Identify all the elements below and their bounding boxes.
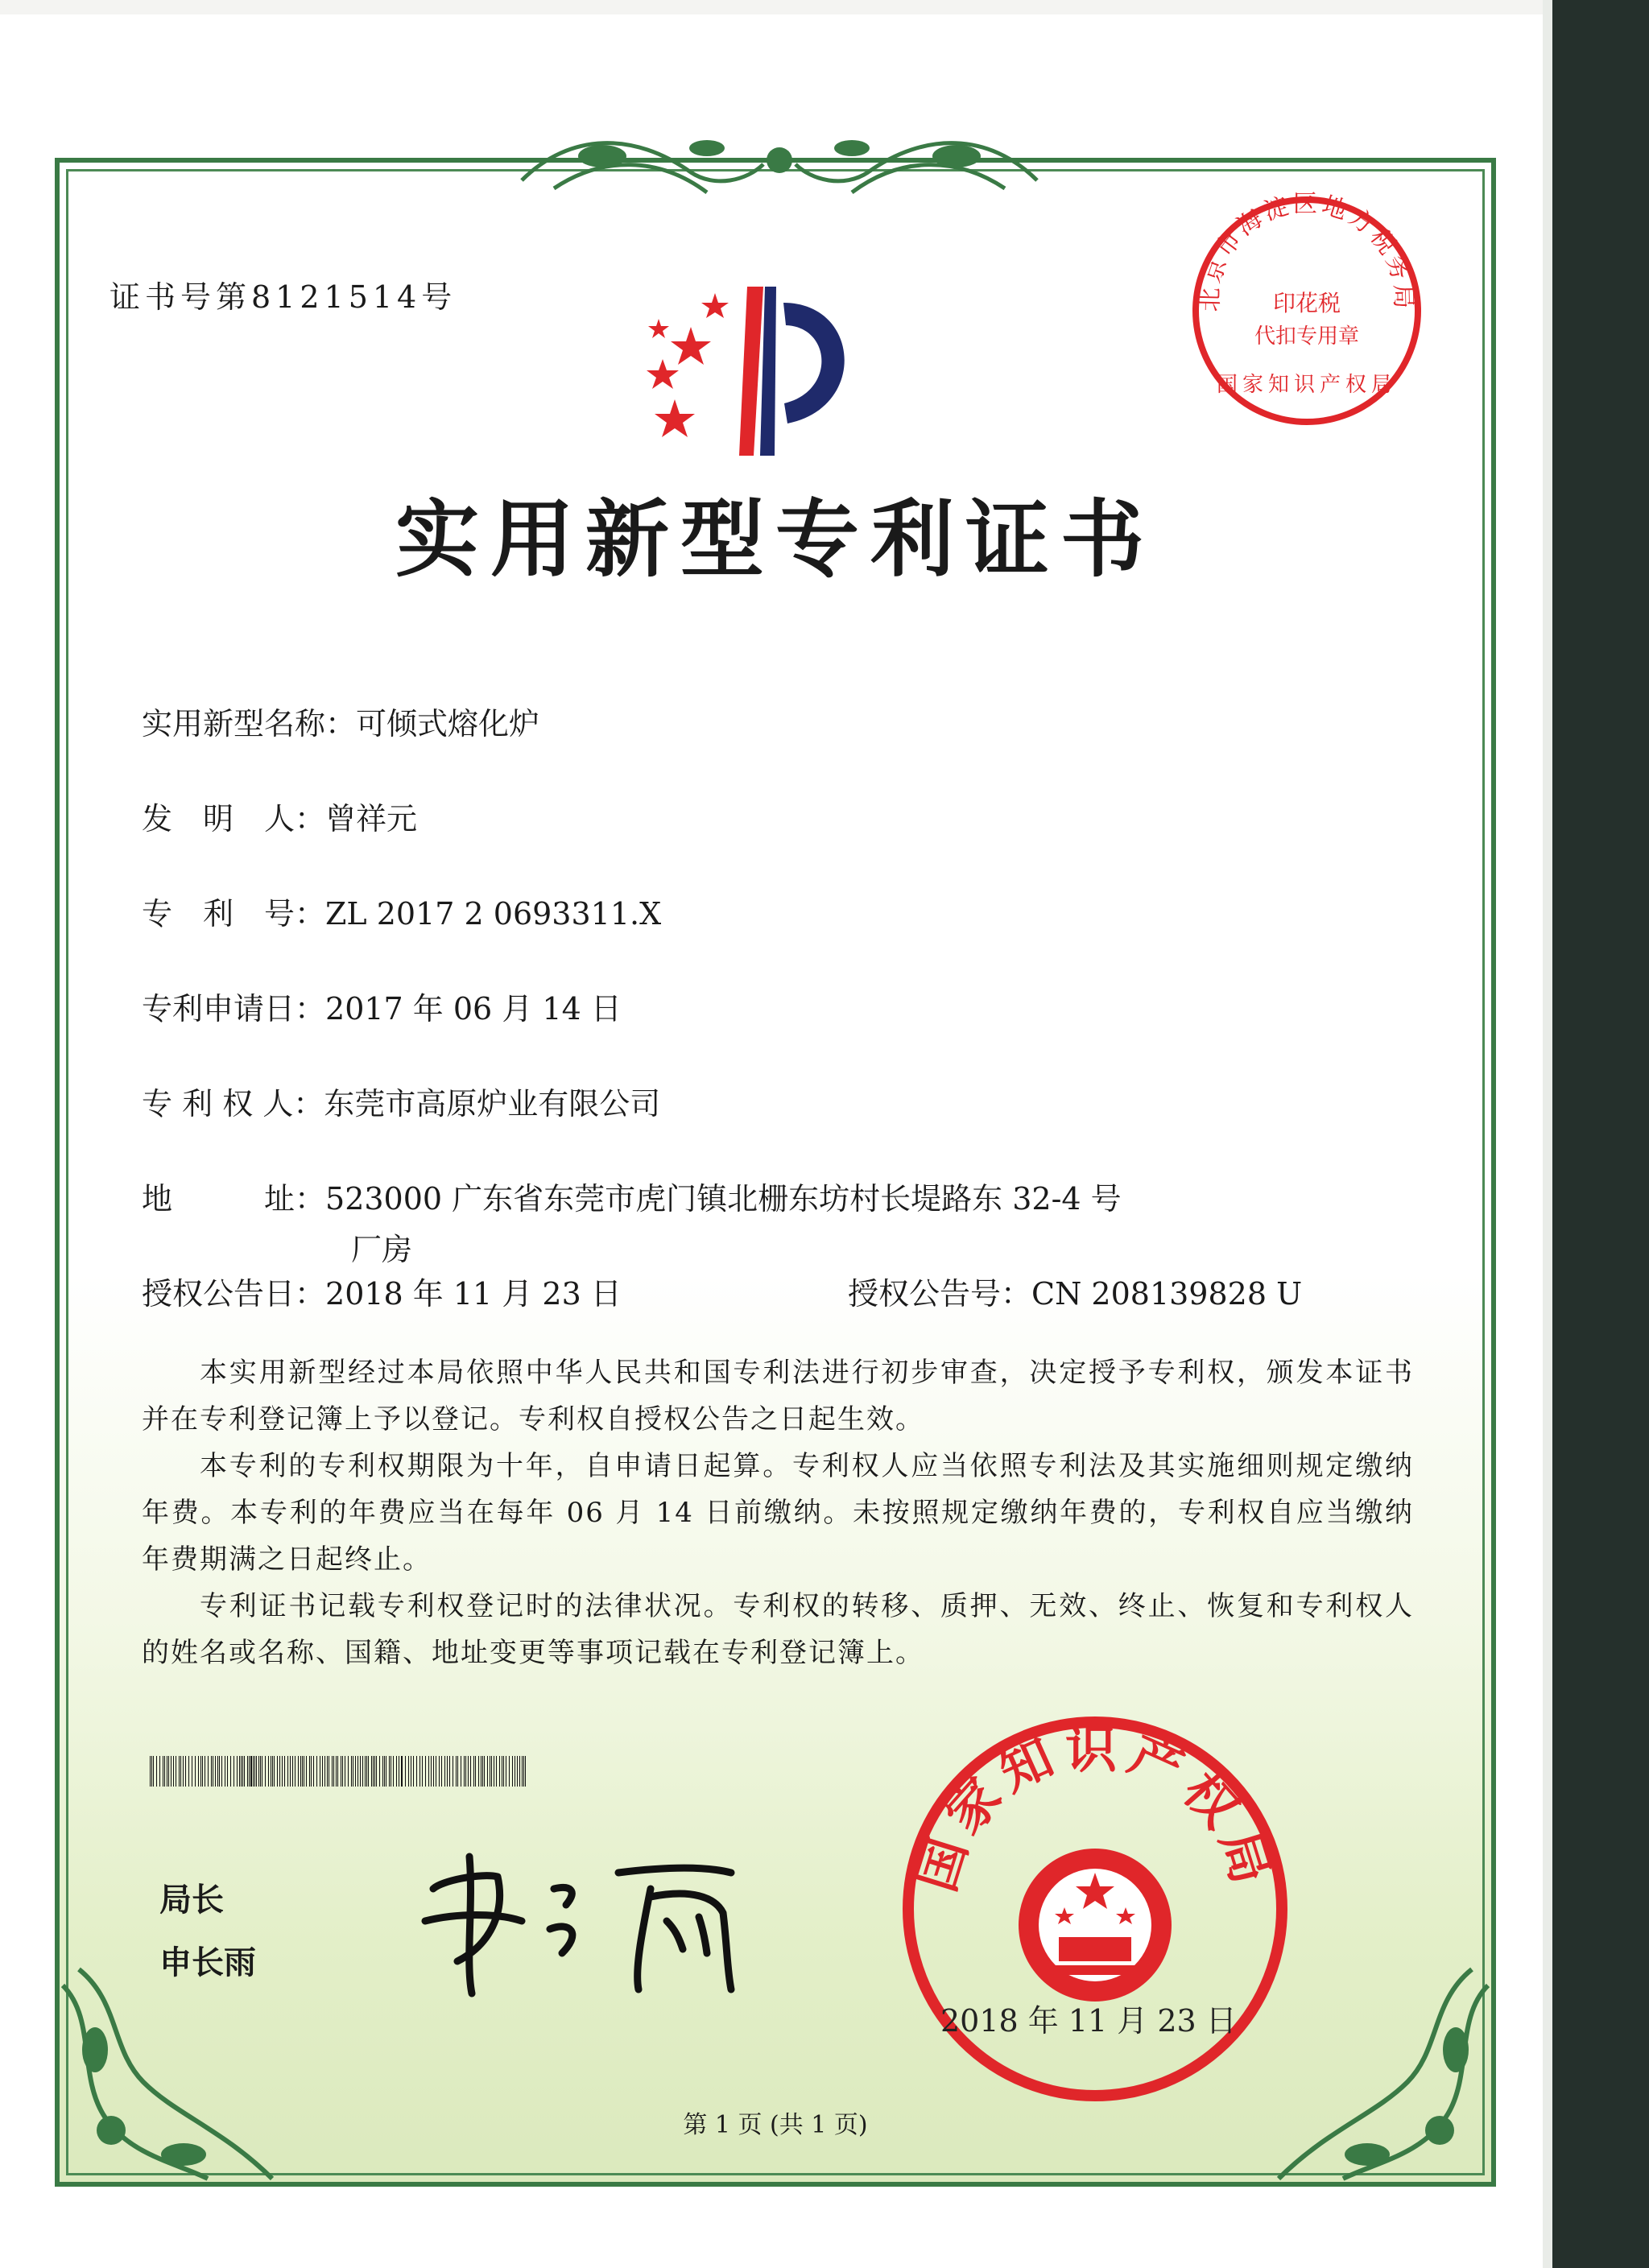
field-label: 专 利 号：	[142, 896, 326, 932]
field-value: 2017 年 06 月 14 日	[325, 991, 622, 1027]
barcode-bar	[365, 1756, 366, 1787]
field-label: 实用新型名称：	[142, 706, 357, 742]
seal-date: 2018 年 11 月 23 日	[940, 2003, 1237, 2039]
barcode-bar	[237, 1756, 238, 1787]
corner-ornament-icon	[1263, 1953, 1504, 2195]
barcode-bar	[292, 1756, 293, 1787]
barcode-bar	[298, 1756, 299, 1787]
barcode-bar	[413, 1756, 414, 1787]
barcode-bar	[428, 1756, 429, 1787]
barcode-bar	[153, 1756, 154, 1787]
barcode-bar	[151, 1756, 152, 1787]
barcode-bar	[368, 1756, 369, 1787]
barcode-bar	[439, 1756, 440, 1787]
field-inventor	[142, 794, 417, 838]
barcode-bar	[173, 1756, 174, 1787]
barcode-bar	[171, 1756, 172, 1787]
barcode-bar	[447, 1756, 448, 1787]
barcode-bar	[517, 1756, 518, 1787]
barcode-bar	[164, 1756, 165, 1787]
barcode-bar	[465, 1756, 466, 1787]
barcode-bar	[425, 1756, 426, 1787]
barcode-bar	[457, 1756, 458, 1787]
barcode-bar	[360, 1756, 361, 1787]
barcode-bar	[525, 1756, 526, 1787]
barcode-bar	[371, 1756, 372, 1787]
barcode-bar	[249, 1756, 250, 1787]
barcode-bar	[221, 1756, 222, 1787]
barcode-bar	[431, 1756, 432, 1787]
barcode-bar	[475, 1756, 476, 1787]
barcode-bar	[279, 1756, 280, 1787]
barcode-bar	[449, 1756, 450, 1787]
field-label: 专利申请日：	[142, 991, 326, 1027]
barcode-bar	[185, 1756, 186, 1787]
barcode-bar	[282, 1756, 283, 1787]
barcode-bar	[277, 1756, 278, 1787]
barcode-bar	[156, 1756, 157, 1787]
field-value: 523000 广东省东莞市虎门镇北栅东坊村长堤路东 32-4 号	[325, 1181, 1122, 1217]
barcode-bar	[309, 1756, 310, 1787]
barcode-bar	[254, 1756, 255, 1787]
barcode-bar	[195, 1756, 196, 1787]
barcode-bar	[290, 1756, 291, 1787]
barcode-bar	[179, 1756, 180, 1787]
barcode-bar	[200, 1756, 201, 1787]
barcode-bar	[313, 1756, 314, 1787]
barcode-bar	[274, 1756, 275, 1787]
scan-edge	[0, 0, 1649, 14]
barcode-bar	[241, 1756, 242, 1787]
barcode-bar	[316, 1756, 317, 1787]
director-name: 申长雨	[159, 1944, 256, 1981]
barcode-bar	[260, 1756, 261, 1787]
field-label: 发 明 人：	[142, 801, 326, 837]
statement-paragraph: 本专利的专利权期限为十年，自申请日起算。专利权人应当依照专利法及其实施细则规定缴纳年费。本专利的年费应当在每年 06 月 14 日前缴纳。未按照规定缴纳年费的，专利权自应当缴纳年费期满之日起终止。	[142, 1450, 1414, 1576]
barcode-bar	[382, 1756, 383, 1787]
field-value: 东莞市高原炉业有限公司	[324, 1086, 661, 1122]
barcode-bar	[306, 1756, 307, 1787]
cnipa-official-seal-icon	[894, 1708, 1296, 2110]
barcode-icon	[150, 1756, 528, 1787]
field-value: ZL 2017 2 0693311.X	[325, 896, 662, 932]
barcode-bar	[405, 1756, 406, 1787]
barcode-bar	[401, 1756, 403, 1787]
scan-dark-strip	[1552, 0, 1649, 2268]
certificate-statement	[142, 1349, 1414, 1676]
barcode-bar	[322, 1756, 323, 1787]
barcode-bar	[408, 1756, 409, 1787]
barcode-bar	[198, 1756, 199, 1787]
barcode-bar	[373, 1756, 374, 1787]
tax-seal-line-2: 代扣专用章	[1254, 324, 1360, 349]
barcode-bar	[478, 1756, 479, 1787]
barcode-bar	[258, 1756, 259, 1787]
barcode-bar	[433, 1756, 434, 1787]
barcode-bar	[393, 1756, 394, 1787]
barcode-bar	[230, 1756, 231, 1787]
barcode-bar	[484, 1756, 485, 1787]
barcode-bar	[523, 1756, 524, 1787]
barcode-bar	[444, 1756, 445, 1787]
barcode-bar	[509, 1756, 510, 1787]
barcode-bar	[362, 1756, 363, 1787]
director-block	[159, 1869, 256, 1994]
cnipa-emblem-icon	[626, 271, 932, 488]
barcode-bar	[522, 1756, 523, 1787]
barcode-bar	[327, 1756, 328, 1787]
barcode-bar	[268, 1756, 269, 1787]
barcode-bar	[519, 1756, 520, 1787]
barcode-bar	[384, 1756, 385, 1787]
barcode-bar	[503, 1756, 504, 1787]
top-ornament-icon	[506, 116, 1053, 204]
barcode-bar	[337, 1756, 338, 1787]
barcode-bar	[374, 1756, 375, 1787]
field-label: 授权公告日：	[142, 1276, 326, 1312]
tax-seal-bottom-text: 国家知识产权局	[1216, 373, 1398, 397]
barcode-bar	[159, 1756, 160, 1787]
field-grant-number	[848, 1269, 1302, 1313]
barcode-bar	[487, 1756, 488, 1787]
barcode-bar	[202, 1756, 203, 1787]
certificate-title: 实用新型专利证书	[395, 490, 1155, 589]
barcode-bar	[324, 1756, 325, 1787]
barcode-bar	[150, 1756, 151, 1787]
statement-paragraph: 专利证书记载专利权登记时的法律状况。专利权的转移、质押、无效、终止、恢复和专利权人的姓名或名称、国籍、地址变更等事项记载在专利登记簿上。	[142, 1590, 1414, 1669]
barcode-bar	[336, 1756, 337, 1787]
patent-certificate	[55, 158, 1496, 2187]
field-patentee	[142, 1079, 660, 1123]
field-grant-date	[142, 1269, 622, 1313]
field-label: 地 址：	[142, 1181, 326, 1217]
barcode-bar	[499, 1756, 500, 1787]
field-label: 授权公告号：	[848, 1276, 1032, 1312]
barcode-bar	[300, 1756, 301, 1787]
certificate-number: 证书号第8121514号	[110, 279, 457, 315]
field-address	[142, 1174, 1122, 1218]
barcode-bar	[256, 1756, 257, 1787]
barcode-bar	[357, 1756, 358, 1787]
barcode-bar	[183, 1756, 184, 1787]
field-filing-date	[142, 984, 622, 1028]
seal-arc-text: 国家知识产权局	[906, 1719, 1284, 1898]
barcode-bar	[422, 1756, 423, 1787]
barcode-bar	[302, 1756, 303, 1787]
barcode-bar	[333, 1756, 334, 1787]
tax-seal-arc-text: 北京市海淀区地方税务局	[1196, 190, 1418, 312]
field-value: 2018 年 11 月 23 日	[325, 1276, 622, 1312]
barcode-bar	[491, 1756, 492, 1787]
field-value: CN 208139828 U	[1031, 1276, 1303, 1312]
director-title: 局长	[159, 1882, 224, 1919]
barcode-bar	[366, 1756, 367, 1787]
barcode-bar	[473, 1756, 474, 1787]
barcode-bar	[168, 1756, 169, 1787]
barcode-bar	[250, 1756, 252, 1787]
field-utility-model-name	[142, 699, 539, 743]
barcode-bar	[348, 1756, 349, 1787]
barcode-bar	[272, 1756, 273, 1787]
barcode-bar	[419, 1756, 420, 1787]
barcode-bar	[217, 1756, 218, 1787]
barcode-bar	[253, 1756, 254, 1787]
barcode-bar	[244, 1756, 245, 1787]
barcode-bar	[215, 1756, 216, 1787]
barcode-bar	[396, 1756, 397, 1787]
field-address-continued: 厂房	[351, 1232, 413, 1267]
field-label: 专 利 权 人：	[142, 1086, 324, 1122]
barcode-bar	[456, 1756, 457, 1787]
barcode-bar	[180, 1756, 181, 1787]
barcode-bar	[379, 1756, 380, 1787]
barcode-bar	[464, 1756, 465, 1787]
barcode-bar	[227, 1756, 228, 1787]
barcode-bar	[342, 1756, 343, 1787]
barcode-bar	[242, 1756, 243, 1787]
barcode-bar	[284, 1756, 285, 1787]
barcode-bar	[470, 1756, 471, 1787]
barcode-bar	[188, 1756, 189, 1787]
barcode-bar	[389, 1756, 390, 1787]
barcode-bar	[355, 1756, 356, 1787]
barcode-bar	[441, 1756, 442, 1787]
barcode-bar	[287, 1756, 288, 1787]
barcode-bar	[468, 1756, 469, 1787]
tax-seal-line-1: 印花税	[1272, 290, 1341, 316]
barcode-bar	[219, 1756, 220, 1787]
barcode-bar	[482, 1756, 483, 1787]
barcode-bar	[496, 1756, 497, 1787]
page-footer: 第 1 页 (共 1 页)	[683, 2111, 868, 2139]
field-value: 曾祥元	[325, 801, 418, 837]
barcode-bar	[247, 1756, 248, 1787]
barcode-bar	[239, 1756, 240, 1787]
barcode-bar	[416, 1756, 417, 1787]
tax-stamp-seal-icon	[1186, 190, 1428, 432]
handwritten-signature-icon	[409, 1840, 763, 2002]
statement-paragraph: 本实用新型经过本局依照中华人民共和国专利法进行初步审查，决定授予专利权，颁发本证书并在专利登记簿上予以登记。专利权自授权公告之日起生效。	[142, 1357, 1414, 1436]
scan-margin	[1543, 0, 1552, 2268]
barcode-bar	[332, 1756, 333, 1787]
barcode-bar	[211, 1756, 212, 1787]
barcode-bar	[208, 1756, 209, 1787]
barcode-bar	[376, 1756, 377, 1787]
barcode-bar	[311, 1756, 312, 1787]
barcode-bar	[351, 1756, 352, 1787]
barcode-bar	[512, 1756, 513, 1787]
field-patent-number	[142, 889, 661, 933]
field-value: 可倾式熔化炉	[356, 706, 540, 742]
barcode-bar	[265, 1756, 266, 1787]
